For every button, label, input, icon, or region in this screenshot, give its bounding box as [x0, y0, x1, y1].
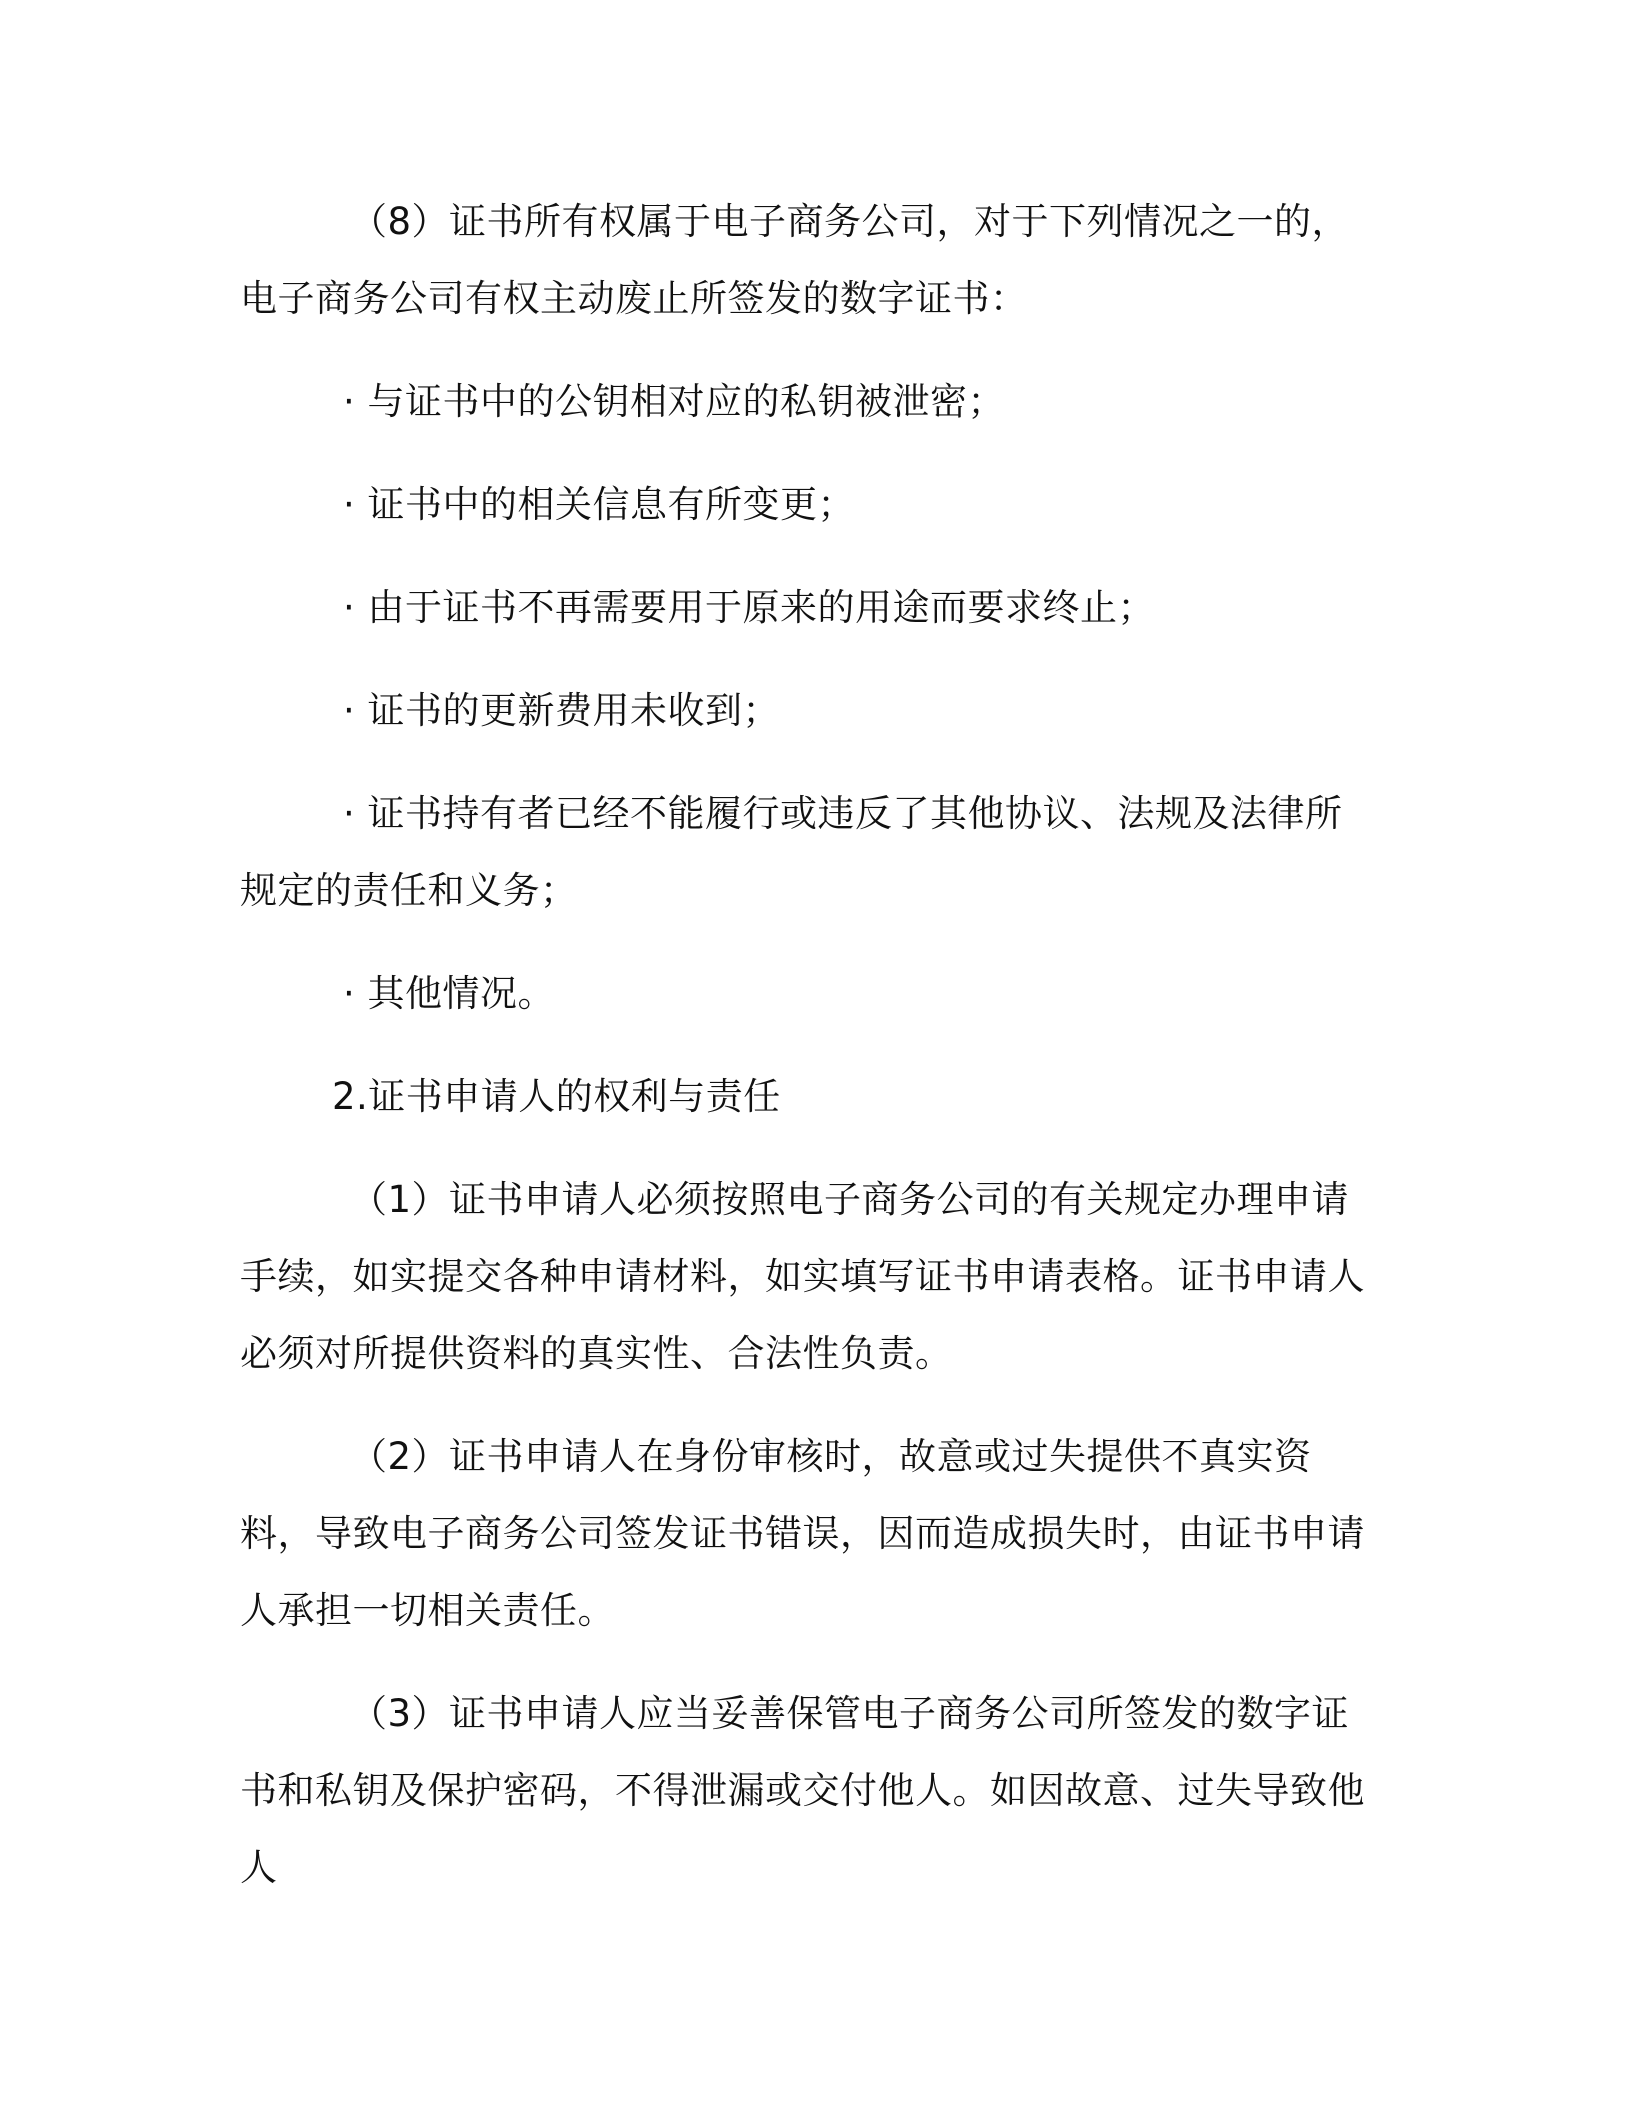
paragraph-2: （2）证书申请人在身份审核时，故意或过失提供不真实资料，导致电子商务公司签发证书错误，因而造成损失时，由证书申请人承担一切相关责任。: [240, 1435, 1365, 1632]
paragraph-1: （1）证书申请人必须按照电子商务公司的有关规定办理申请手续，如实提交各种申请材料，如实填写证书申请表格。证书申请人必须对所提供资料的真实性、合法性负责。: [240, 1178, 1365, 1375]
list-item: · 证书持有者已经不能履行或违反了其他协议、法规及法律所规定的责任和义务；: [240, 792, 1343, 912]
list-item: · 与证书中的公钥相对应的私钥被泄密；: [343, 380, 1006, 423]
document-body: [240, 183, 1370, 1906]
paragraph-3: （3）证书申请人应当妥善保管电子商务公司所签发的数字证书和私钥及保护密码，不得泄漏或交付他人。如因故意、过失导致他人: [240, 1692, 1365, 1889]
list-item: · 由于证书不再需要用于原来的用途而要求终止；: [343, 586, 1156, 629]
list-item: · 证书的更新费用未收到；: [343, 689, 781, 732]
list-item: · 证书中的相关信息有所变更；: [343, 483, 856, 526]
paragraph-8: （8）证书所有权属于电子商务公司，对于下列情况之一的，电子商务公司有权主动废止所签发的数字证书：: [240, 200, 1350, 320]
list-item: · 其他情况。: [343, 972, 556, 1015]
section-heading: 2.证书申请人的权利与责任: [332, 1075, 781, 1118]
